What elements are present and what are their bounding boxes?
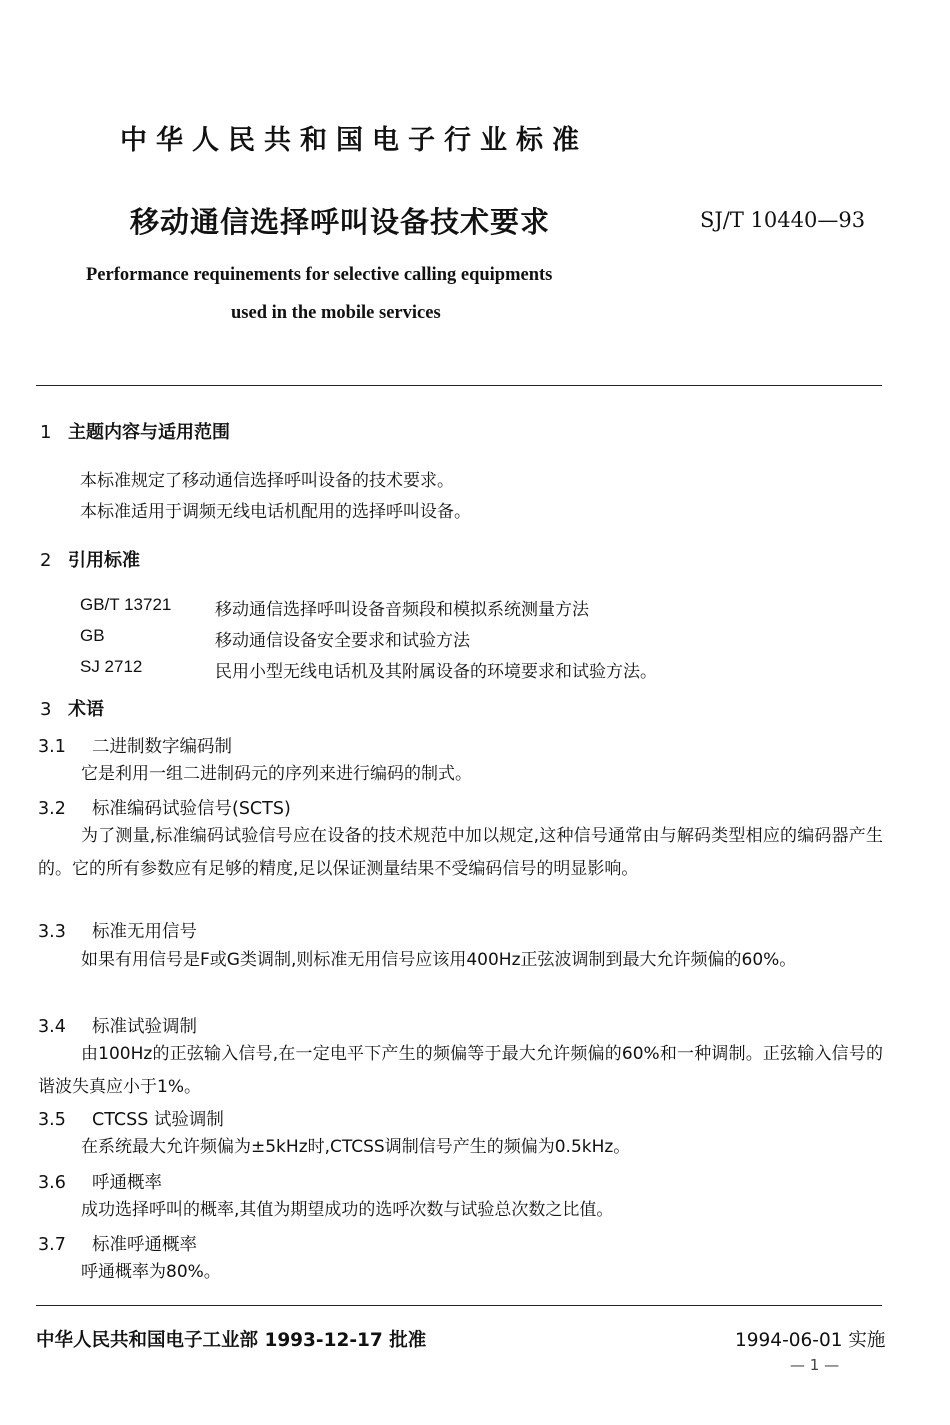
document-title: 移动通信选择呼叫设备技术要求: [130, 205, 551, 239]
term-3-2-text: 为了测量,标准编码试验信号应在设备的技术规范中加以规定,这种信号通常由与解码类型相应的编码器产生的。它的所有参数应有足够的精度,足以保证测量结果不受编码信号的明显影响。: [38, 826, 883, 879]
section-1-line-2: 本标准适用于调频无线电话机配用的选择呼叫设备。: [80, 502, 471, 522]
term-3-7-heading: [38, 1231, 197, 1256]
effective-date: 1994-06-01 实施: [735, 1330, 886, 1351]
term-3-4-text: 由100Hz的正弦输入信号,在一定电平下产生的频偏等于最大允许频偏的60%和一种调制。正弦输入信号的谐波失真应小于1%。: [38, 1044, 883, 1097]
term-title: CTCSS 试验调制: [92, 1110, 224, 1130]
reference-title: 移动通信设备安全要求和试验方法: [215, 631, 470, 651]
section-3-heading: [40, 695, 104, 721]
reference-code: SJ 2712: [80, 657, 143, 676]
reference-code: GB: [80, 626, 105, 645]
term-title: 标准呼通概率: [92, 1235, 197, 1255]
term-3-1-heading: [38, 733, 232, 758]
term-number: 3.6: [38, 1173, 66, 1193]
term-3-6-text: 成功选择呼叫的概率,其值为期望成功的选呼次数与试验总次数之比值。: [81, 1200, 614, 1220]
term-3-5-text: 在系统最大允许频偏为±5kHz时,CTCSS调制信号产生的频偏为0.5kHz。: [81, 1137, 631, 1157]
section-1-line-1: 本标准规定了移动通信选择呼叫设备的技术要求。: [80, 471, 454, 491]
reference-title: 民用小型无线电话机及其附属设备的环境要求和试验方法。: [215, 662, 657, 682]
english-title-line-2: used in the mobile services: [231, 303, 441, 323]
section-number: 1: [40, 422, 52, 443]
term-3-6-heading: [38, 1169, 162, 1194]
org-header: 中华人民共和国电子行业标准: [120, 125, 588, 156]
section-title: 主题内容与适用范围: [68, 422, 230, 443]
page-number: — 1 —: [790, 1356, 840, 1374]
term-3-7-text: 呼通概率为80%。: [81, 1262, 221, 1282]
term-number: 3.3: [38, 922, 66, 942]
term-number: 3.1: [38, 737, 66, 757]
term-3-1-text: 它是利用一组二进制码元的序列来进行编码的制式。: [81, 764, 472, 784]
term-3-5-heading: [38, 1106, 224, 1131]
section-1-heading: [40, 418, 230, 444]
term-number: 3.7: [38, 1235, 66, 1255]
term-number: 3.4: [38, 1017, 66, 1037]
section-title: 引用标准: [68, 550, 140, 571]
term-title: 标准试验调制: [92, 1017, 197, 1037]
section-number: 2: [40, 550, 52, 571]
standard-code: SJ/T 10440—93: [700, 208, 866, 232]
top-divider: [36, 385, 882, 386]
section-2-heading: [40, 546, 140, 572]
section-title: 术语: [68, 699, 104, 720]
term-3-3-text: 如果有用信号是F或G类调制,则标准无用信号应该用400Hz正弦波调制到最大允许频偏的60%。: [81, 950, 797, 970]
term-3-4-heading: [38, 1013, 197, 1038]
term-title: 标准编码试验信号(SCTS): [92, 799, 291, 819]
section-number: 3: [40, 699, 52, 720]
term-number: 3.5: [38, 1110, 66, 1130]
bottom-divider: [36, 1305, 882, 1306]
reference-code: GB/T 13721: [80, 595, 172, 614]
reference-title: 移动通信选择呼叫设备音频段和模拟系统测量方法: [215, 600, 589, 620]
term-number: 3.2: [38, 799, 66, 819]
english-title-line-1: Performance requinements for selective calling equipments: [86, 265, 553, 285]
approval-line: 中华人民共和国电子工业部 1993-12-17 批准: [36, 1330, 427, 1351]
term-title: 二进制数字编码制: [92, 737, 232, 757]
term-3-3-heading: [38, 918, 197, 943]
term-title: 呼通概率: [92, 1173, 162, 1193]
term-title: 标准无用信号: [92, 922, 197, 942]
term-3-2-heading: [38, 795, 291, 820]
